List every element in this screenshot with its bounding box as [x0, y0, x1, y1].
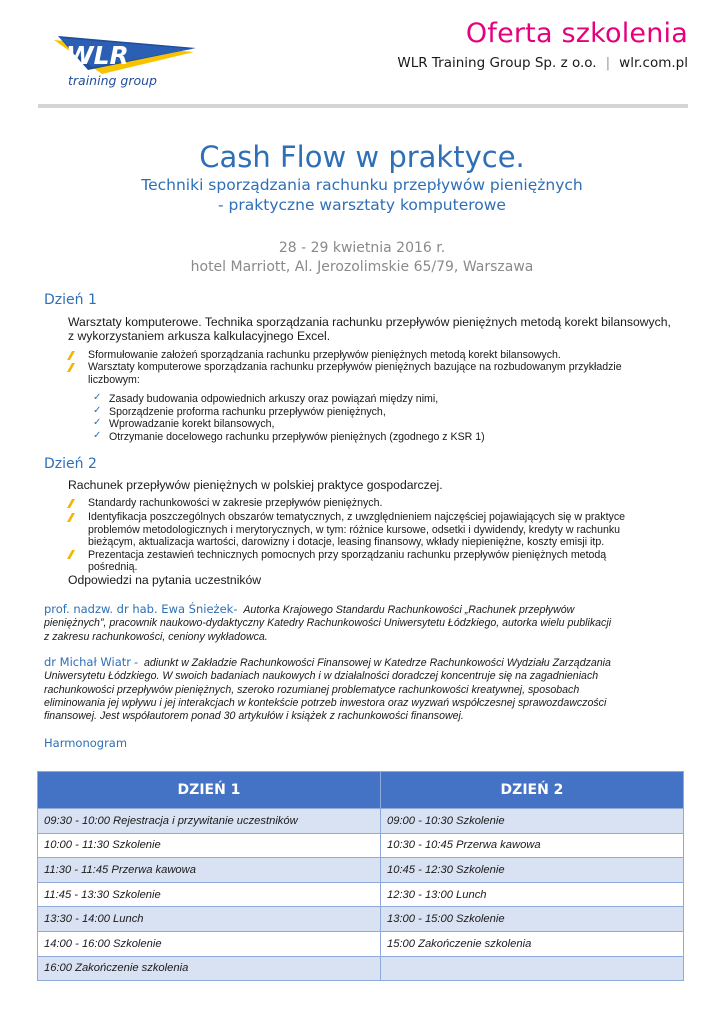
- day1-bullet: Warsztaty komputerowe sporządzania rachunku przepływów pieniężnych bazujące na rozbudowanym przykładzie: [88, 361, 622, 373]
- day2-bullet: Identyfikacja poszczególnych obszarów tematycznych, z uwzględnieniem najczęściej pojawiających się w praktyce: [88, 511, 626, 523]
- trainer-bio: [44, 603, 684, 644]
- offer-title: Oferta szkolenia: [465, 18, 688, 49]
- schedule-cell-day1: 11:30 - 11:45 Przerwa kawowa: [38, 858, 381, 883]
- svg-text:training group: training group: [68, 73, 157, 88]
- yellow-bullet-icon: [66, 350, 76, 361]
- schedule-cell-day2: 13:00 - 15:00 Szkolenie: [381, 907, 684, 932]
- checkmark-icon: ✓: [93, 417, 102, 428]
- course-subtitle-line2: - praktyczne warsztaty komputerowe: [218, 196, 506, 214]
- schedule-header-row: [38, 772, 684, 809]
- schedule-cell-day2: 10:30 - 10:45 Przerwa kawowa: [381, 833, 684, 858]
- trainer-bio-line: Autorka Krajowego Standardu Rachunkowości „Rachunek przepływów: [243, 604, 575, 616]
- trainer-name: prof. nadzw. dr hab. Ewa Śnieżek: [44, 602, 234, 616]
- schedule-cell-day1: 10:00 - 11:30 Szkolenie: [38, 833, 381, 858]
- trainer-bio-line: z zakresu rachunkowości, ceniony wykładowca.: [44, 630, 268, 643]
- trainer-name: dr Michał Wiatr: [44, 655, 131, 669]
- checkmark-icon: ✓: [93, 392, 102, 403]
- course-location: hotel Marriott, Al. Jerozolimskie 65/79, Warszawa: [190, 259, 534, 275]
- yellow-bullet-icon: [66, 549, 76, 560]
- company-line: [397, 55, 688, 71]
- table-row: [38, 882, 684, 907]
- schedule-cell-day1: 09:30 - 10:00 Rejestracja i przywitanie uczestników: [38, 809, 381, 834]
- table-row: [38, 931, 684, 956]
- day2-bullet: Standardy rachunkowości w zakresie przepływów pieniężnych.: [88, 497, 383, 509]
- table-row: [38, 907, 684, 932]
- schedule-title: Harmonogram: [44, 736, 128, 750]
- day2-bullet: Prezentacja zestawień technicznych pomocnych przy sporządzaniu rachunku przepływów pieniężnych metodą: [88, 548, 607, 561]
- day1-subitem: Otrzymanie docelowego rachunku przepływów pieniężnych (zgodnego z KSR 1): [109, 430, 485, 443]
- trainer-bio-line: adiunkt w Zakładzie Rachunkowości Finansowej w Katedrze Rachunkowości Wydziału Zarządzania: [143, 657, 611, 669]
- yellow-bullet-icon: [66, 498, 76, 509]
- trainer-bio-line: Uniwersytetu Łódzkiego. W swoich badaniach naukowych i w działalności doradczej koncentruje się na zagadnieniach: [44, 670, 599, 683]
- schedule-cell-day1: 14:00 - 16:00 Szkolenie: [38, 931, 381, 956]
- day1-bullet: Sformułowanie założeń sporządzania rachunku przepływów pieniężnych metodą korekt bilansowych.: [88, 349, 561, 361]
- header-block: [397, 18, 688, 71]
- trainer-dash: -: [233, 602, 238, 616]
- schedule-cell-day2: 15:00 Zakończenie szkolenia: [381, 931, 684, 956]
- header-separator: |: [605, 55, 611, 71]
- course-date: 28 - 29 kwietnia 2016 r.: [278, 240, 446, 256]
- trainer-bio: [44, 656, 684, 723]
- schedule-cell-day1: 16:00 Zakończenie szkolenia: [38, 956, 381, 981]
- website-link[interactable]: wlr.com.pl: [619, 55, 688, 71]
- table-row: [38, 956, 684, 981]
- header-divider: [38, 104, 688, 108]
- trainer-dash: -: [133, 655, 139, 669]
- day1-intro-line2: z wykorzystaniem arkusza kalkulacyjnego Excel.: [68, 329, 331, 343]
- checkmark-icon: ✓: [93, 405, 102, 416]
- company-name: WLR Training Group Sp. z o.o.: [397, 55, 597, 71]
- day1-heading: Dzień 1: [44, 292, 97, 308]
- day1-subitem: Wprowadzanie korekt bilansowych,: [109, 418, 275, 430]
- schedule-cell-day1: 13:30 - 14:00 Lunch: [38, 907, 381, 932]
- table-row: [38, 858, 684, 883]
- table-row: [38, 833, 684, 858]
- day2-bullet-continuation: problemów metodologicznych i merytorycznych, w tym: różnice kursowe, odsetki i dywidendy, kredyty w rachunku: [88, 523, 621, 536]
- day1-intro-line1: Warsztaty komputerowe. Technika sporządzania rachunku przepływów pieniężnych metodą korekt bilansowych,: [68, 315, 671, 329]
- day1-subitem: Sporządzenie proforma rachunku przepływów pieniężnych,: [109, 405, 386, 418]
- day2-heading: Dzień 2: [44, 456, 97, 472]
- schedule-cell-day2: 10:45 - 12:30 Szkolenie: [381, 858, 684, 883]
- schedule-header-day1: DZIEŃ 1: [38, 772, 381, 809]
- trainer-bio-line: finansowej. Jest współautorem ponad 30 artykułów i książek z rachunkowości finansowej.: [44, 710, 464, 723]
- day2-closing: Odpowiedzi na pytania uczestników: [68, 573, 262, 587]
- trainer-bio-line: rachunkowości przepływów pieniężnych, szeroko rozumianej problematyce rachunkowości kreatywnej, sposobach: [44, 683, 580, 696]
- day2-intro: Rachunek przepływów pieniężnych w polskiej praktyce gospodarczej.: [68, 478, 443, 492]
- wlr-training-group-logo: [44, 22, 202, 98]
- day1-subitem: Zasady budowania odpowiednich arkuszy oraz powiązań między nimi,: [109, 393, 439, 405]
- yellow-bullet-icon: [66, 362, 76, 373]
- schedule-cell-day1: 11:45 - 13:30 Szkolenie: [38, 882, 381, 907]
- schedule-cell-day2: 09:00 - 10:30 Szkolenie: [381, 809, 684, 834]
- course-title: Cash Flow w praktyce.: [199, 140, 525, 174]
- course-subtitle-line1: Techniki sporządzania rachunku przepływów pieniężnych: [141, 176, 583, 194]
- day1-bullet-continuation: liczbowym:: [88, 373, 140, 386]
- yellow-bullet-icon: [66, 512, 76, 523]
- day2-bullet-continuation: bieżącym, aktualizacja wartości, darowizny i dotacje, leasing finansowy, wkłady niepieniężne, koszty emisji itp.: [88, 536, 605, 548]
- trainer-bio-line: pieniężnych”, pracownik naukowo-dydaktyczny Katedry Rachunkowości Uniwersytetu Łódzkiego, autorka wielu publikacji: [44, 617, 612, 630]
- schedule-cell-day2: [381, 956, 684, 981]
- trainer-bio-line: eliminowania jej wpływu i jej interakcjach w kontekście potrzeb inwestora oraz wyzwań współczesnej sprawozdawczości: [44, 696, 607, 709]
- schedule-header-day2: DZIEŃ 2: [381, 772, 684, 809]
- schedule-cell-day2: 12:30 - 13:00 Lunch: [381, 882, 684, 907]
- checkmark-icon: ✓: [93, 430, 102, 441]
- svg-text:WLR: WLR: [66, 41, 129, 70]
- schedule-table: [37, 771, 684, 981]
- day2-bullet-continuation: pośrednią.: [88, 561, 138, 573]
- table-row: [38, 809, 684, 834]
